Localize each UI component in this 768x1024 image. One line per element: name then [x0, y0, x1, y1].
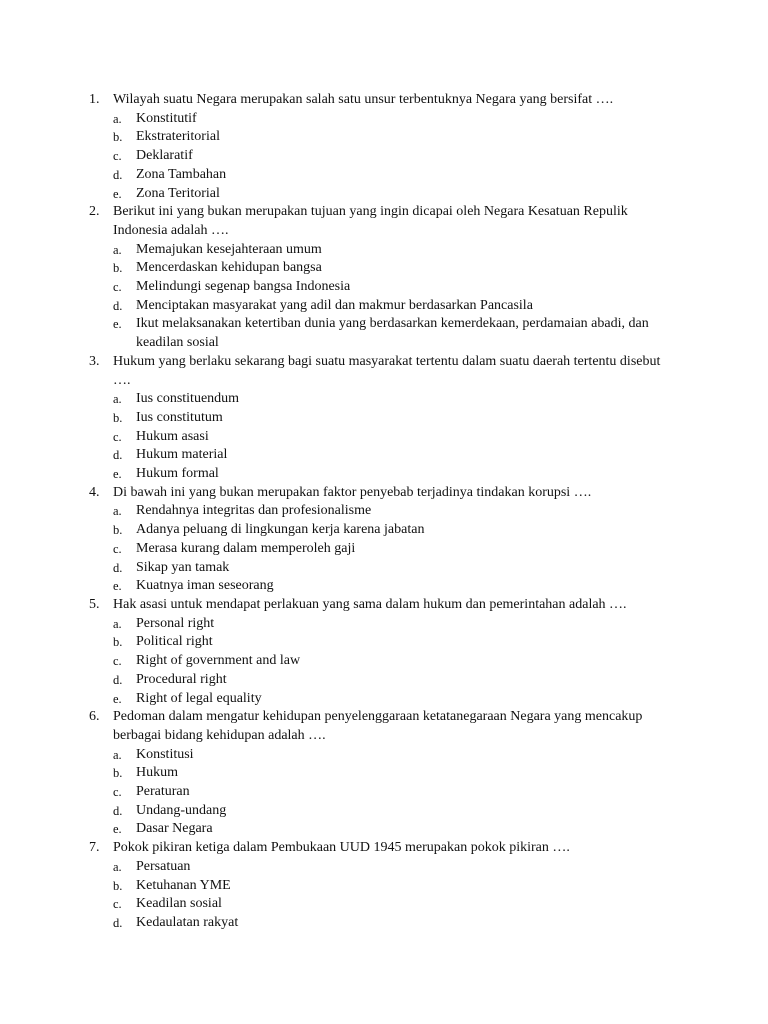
option-text: Hukum asasi	[136, 428, 209, 444]
option-text: Procedural right	[136, 671, 227, 687]
option-text: Konstitusi	[136, 746, 194, 762]
answer-option	[0, 671, 656, 690]
option-letter: d.	[113, 672, 123, 687]
question-item	[0, 708, 768, 839]
option-letter: c.	[113, 280, 122, 295]
answer-option	[0, 877, 656, 896]
answer-option	[0, 278, 656, 297]
option-letter: d.	[113, 298, 123, 313]
option-text: Keadilan sosial	[136, 896, 222, 912]
option-letter: a.	[113, 859, 122, 874]
answer-option	[0, 559, 656, 578]
question-item	[0, 596, 768, 708]
option-text: Hukum formal	[136, 466, 219, 482]
answer-option	[0, 820, 656, 839]
answer-option	[0, 783, 656, 802]
option-text: Adanya peluang di lingkungan kerja karena jabatan	[136, 522, 425, 538]
question-number: 1.	[89, 92, 100, 107]
option-letter: d.	[113, 915, 123, 930]
answer-option	[0, 465, 656, 484]
option-text: Konstitutif	[136, 110, 197, 126]
question-text: Di bawah ini yang bukan merupakan faktor penyebab terjadinya tindakan korupsi ….	[113, 484, 592, 500]
option-text: Persatuan	[136, 858, 191, 874]
option-letter: b.	[113, 130, 123, 145]
question-row	[0, 708, 673, 745]
question-text: Hak asasi untuk mendapat perlakuan yang sama dalam hukum dan pemerintahan adalah ….	[113, 596, 627, 612]
option-letter: c.	[113, 897, 122, 912]
question-number: 5.	[89, 596, 100, 612]
option-letter: b.	[113, 635, 123, 650]
question-text: Pokok pikiran ketiga dalam Pembukaan UUD 1945 merupakan pokok pikiran ….	[113, 840, 570, 856]
answer-option	[0, 895, 656, 914]
question-number: 3.	[89, 353, 100, 369]
answer-option	[0, 633, 656, 652]
option-letter: a.	[113, 504, 122, 519]
option-text: Deklaratif	[136, 148, 193, 164]
option-text: Right of government and law	[136, 653, 301, 669]
option-letter: d.	[113, 167, 123, 182]
option-text: Political right	[136, 634, 213, 650]
option-letter: d.	[113, 803, 123, 818]
question-text: Pedoman dalam mengatur kehidupan penyelenggaraan ketatanegaraan Negara yang mencakup berbagai bidang kehidupan adalah ….	[113, 709, 643, 743]
option-text: Undang-undang	[136, 802, 227, 818]
option-letter: a.	[113, 747, 122, 762]
question-row	[0, 596, 673, 615]
answer-option	[0, 241, 656, 260]
option-letter: a.	[113, 111, 122, 126]
option-text: Sikap yan tamak	[136, 559, 230, 575]
option-letter: b.	[113, 878, 123, 893]
option-text: Merasa kurang dalam memperoleh gaji	[136, 540, 356, 556]
option-letter: b.	[113, 766, 123, 781]
option-text: Rendahnya integritas dan profesionalisme	[136, 503, 372, 519]
option-text: Kuatnya iman seseorang	[136, 578, 274, 594]
question-row	[0, 353, 673, 390]
answer-option	[0, 166, 656, 185]
question-row	[0, 839, 673, 858]
answer-option	[0, 185, 656, 204]
option-letter: c.	[113, 429, 122, 444]
option-text: Right of legal equality	[136, 690, 262, 706]
answer-option	[0, 746, 656, 765]
answer-option	[0, 802, 656, 821]
option-text: Hukum material	[136, 447, 228, 463]
question-row	[0, 203, 673, 240]
option-text: Mencerdaskan kehidupan bangsa	[136, 260, 322, 276]
answer-option	[0, 914, 656, 933]
option-letter: c.	[113, 654, 122, 669]
option-letter: d.	[113, 448, 123, 463]
option-text: Dasar Negara	[136, 821, 213, 837]
question-number: 7.	[89, 840, 100, 856]
option-letter: a.	[113, 616, 122, 631]
question-text: Berikut ini yang bukan merupakan tujuan yang ingin dicapai oleh Negara Kesatuan Repulik Indonesia adalah ….	[113, 204, 628, 238]
answer-option	[0, 502, 656, 521]
answer-option	[0, 540, 656, 559]
question-item	[0, 839, 768, 933]
answer-option	[0, 390, 656, 409]
answer-option	[0, 110, 656, 129]
answer-option	[0, 577, 656, 596]
answer-option	[0, 764, 656, 783]
option-text: Menciptakan masyarakat yang adil dan makmur berdasarkan Pancasila	[136, 297, 533, 313]
answer-option	[0, 615, 656, 634]
answer-option	[0, 147, 656, 166]
option-letter: d.	[113, 560, 123, 575]
option-letter: b.	[113, 261, 123, 276]
option-text: Ketuhanan YME	[136, 877, 231, 893]
option-text: Peraturan	[136, 784, 190, 800]
option-letter: e.	[113, 822, 122, 837]
answer-option	[0, 446, 656, 465]
option-text: Ekstrateritorial	[136, 129, 220, 145]
answer-option	[0, 690, 656, 709]
question-item	[0, 91, 768, 203]
option-text: Zona Tambahan	[136, 166, 227, 182]
answer-option	[0, 858, 656, 877]
option-letter: e.	[113, 467, 122, 482]
answer-option	[0, 297, 656, 316]
option-text: Ikut melaksanakan ketertiban dunia yang berdasarkan kemerdekaan, perdamaian abadi, dan keadilan sosial	[136, 316, 649, 351]
option-letter: a.	[113, 392, 122, 407]
option-letter: c.	[113, 541, 122, 556]
question-number: 6.	[89, 709, 100, 725]
question-number: 4.	[89, 484, 100, 500]
option-text: Melindungi segenap bangsa Indonesia	[136, 279, 351, 295]
option-letter: b.	[113, 410, 123, 425]
question-row	[0, 484, 673, 503]
option-text: Kedaulatan rakyat	[136, 914, 239, 930]
option-letter: e.	[113, 691, 122, 706]
answer-option	[0, 652, 656, 671]
question-text: Wilayah suatu Negara merupakan salah satu unsur terbentuknya Negara yang bersifat ….	[113, 92, 614, 107]
answer-option	[0, 521, 656, 540]
option-letter: e.	[113, 186, 122, 201]
answer-option	[0, 128, 656, 147]
question-text: Hukum yang berlaku sekarang bagi suatu masyarakat tertentu dalam suatu daerah tertentu disebut ….	[113, 353, 661, 388]
option-letter: e.	[113, 317, 122, 332]
question-item	[0, 203, 768, 353]
answer-option	[0, 428, 656, 447]
question-item	[0, 353, 768, 484]
option-letter: e.	[113, 579, 122, 594]
question-row	[0, 91, 673, 110]
option-text: Memajukan kesejahteraan umum	[136, 241, 322, 257]
question-number: 2.	[89, 204, 100, 220]
option-letter: c.	[113, 785, 122, 800]
option-text: Ius constitutum	[136, 409, 223, 425]
option-letter: b.	[113, 523, 123, 538]
answer-option	[0, 409, 656, 428]
question-item	[0, 484, 768, 596]
option-letter: c.	[113, 149, 122, 164]
option-text: Zona Teritorial	[136, 185, 220, 201]
answer-option	[0, 259, 656, 278]
option-text: Ius constituendum	[136, 391, 240, 407]
answer-option	[0, 315, 656, 352]
option-text: Hukum	[136, 765, 178, 781]
question-list	[0, 91, 768, 933]
option-text: Personal right	[136, 615, 215, 631]
option-letter: a.	[113, 242, 122, 257]
